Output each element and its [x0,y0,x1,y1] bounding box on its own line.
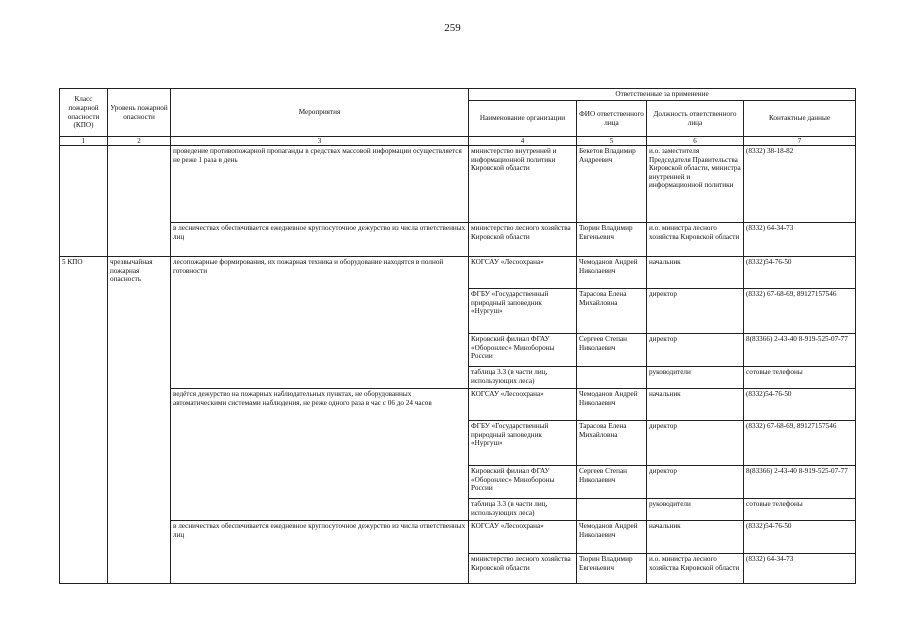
position-cell: и.о. министра лесного хозяйства Кировской области [647,223,744,257]
col-num: 5 [577,137,647,146]
level-cell: чрезвычайная пожарная опасность [108,257,171,584]
org-cell: ФГБУ «Государственный природный заповедник «Нургуш» [469,289,577,334]
org-cell: министерство лесного хозяйства Кировской области [469,223,577,257]
fio-cell: Тарасова Елена Михайловна [577,289,647,334]
col-num: 1 [60,137,108,146]
org-cell: ФГБУ «Государственный природный заповедник «Нургуш» [469,421,577,466]
table-row [60,389,856,421]
col-num: 3 [171,137,469,146]
col-num: 4 [469,137,577,146]
position-cell: и.о. заместителя Председателя Правительства Кировской области, министра внутренней и информационной политики [647,146,744,223]
contacts-cell: (8332) 67-68-69, 89127157546 [744,421,856,466]
measure-cell: лесопожарные формирования, их пожарная техника и оборудование находятся в полной готовности [171,257,469,389]
contacts-cell: 8(83366) 2-43-40 8-919-525-07-77 [744,466,856,499]
contacts-cell: (8332)54-76-50 [744,389,856,421]
position-cell: начальник [647,389,744,421]
org-cell: таблица 3.3 (в части лиц, использующих леса) [469,499,577,521]
header-org: Наименование организации [469,101,577,137]
measure-cell: в лесничествах обеспечивается ежедневное круглосуточное дежурство из числа ответственных лиц [171,521,469,584]
header-fio: ФИО ответственного лица [577,101,647,137]
col-num: 7 [744,137,856,146]
position-cell: директор [647,334,744,367]
header-measures: Мероприятия [171,89,469,137]
fio-cell: Тюрин Владимир Евгеньевич [577,223,647,257]
header-contacts: Контактные данные [744,101,856,137]
contacts-cell: (8332)54-76-50 [744,257,856,289]
measure-cell: ведётся дежурство на пожарных наблюдательных пунктах, не оборудованных автоматическими системами наблюдения, не реже одного раза в час с 06 до 24 часов [171,389,469,521]
header-kpo: Класс пожарной опасности (КПО) [60,89,108,137]
position-cell: руководители [647,499,744,521]
measure-cell: проведение противопожарной пропаганды в средствах массовой информации осуществляется не реже 1 раза в день [171,146,469,223]
contacts-cell: (8332)54-76-50 [744,521,856,554]
measure-cell: в лесничествах обеспечивается ежедневное круглосуточное дежурство из числа ответственных лиц [171,223,469,257]
position-cell: директор [647,289,744,334]
contacts-cell: 8(83366) 2-43-40 8-919-525-07-77 [744,334,856,367]
fio-cell: Тюрин Владимир Евгеньевич [577,554,647,584]
contacts-cell: (8332) 67-68-69, 89127157546 [744,289,856,334]
level-cell-empty [108,146,171,257]
contacts-cell: (8332) 38-18-82 [744,146,856,223]
position-cell: начальник [647,257,744,289]
fio-cell: Сергеев Степан Николаевич [577,466,647,499]
header-row-1 [60,89,856,101]
fio-cell: Чемоданов Андрей Николаевич [577,521,647,554]
position-cell: и.о. министра лесного хозяйства Кировской области [647,554,744,584]
org-cell: КОГСАУ «Лесоохрана» [469,521,577,554]
fio-cell: Тарасова Елена Михайловна [577,421,647,466]
fire-measures-table [59,88,856,584]
org-cell: Кировский филиал ФГАУ «Оборонлес» Минобороны России [469,334,577,367]
position-cell: начальник [647,521,744,554]
org-cell: министерство лесного хозяйства Кировской области [469,554,577,584]
contacts-cell: (8332) 64-34-73 [744,223,856,257]
fio-cell: Чемоданов Андрей Николаевич [577,389,647,421]
contacts-cell: сотовые телефоны [744,367,856,389]
org-cell: КОГСАУ «Лесоохрана» [469,389,577,421]
position-cell: директор [647,466,744,499]
col-num: 2 [108,137,171,146]
kpo-cell-empty [60,146,108,257]
table-row [60,223,856,257]
column-number-row [60,137,856,146]
fio-cell-empty [577,367,647,389]
table-row [60,257,856,289]
org-cell: министерство внутренней и информационной политики Кировской области [469,146,577,223]
fio-cell: Сергеев Степан Николаевич [577,334,647,367]
position-cell: директор [647,421,744,466]
org-cell: Кировский филиал ФГАУ «Оборонлес» Минобороны России [469,466,577,499]
fio-cell: Бекетов Владимир Андреевич [577,146,647,223]
contacts-cell: (8332) 64-34-73 [744,554,856,584]
org-cell: таблица 3.3 (в части лиц, использующих леса) [469,367,577,389]
header-level: Уровень пожарной опасности [108,89,171,137]
header-responsible: Ответственные за применение [469,89,856,101]
page-number: 259 [444,22,461,34]
col-num: 6 [647,137,744,146]
contacts-cell: сотовые телефоны [744,499,856,521]
table-row [60,146,856,223]
org-cell: КОГСАУ «Лесоохрана» [469,257,577,289]
position-cell: руководители [647,367,744,389]
table-row [60,521,856,554]
fio-cell-empty [577,499,647,521]
kpo-cell: 5 КПО [60,257,108,584]
fio-cell: Чемоданов Андрей Николаевич [577,257,647,289]
header-position: Должность ответственного лица [647,101,744,137]
